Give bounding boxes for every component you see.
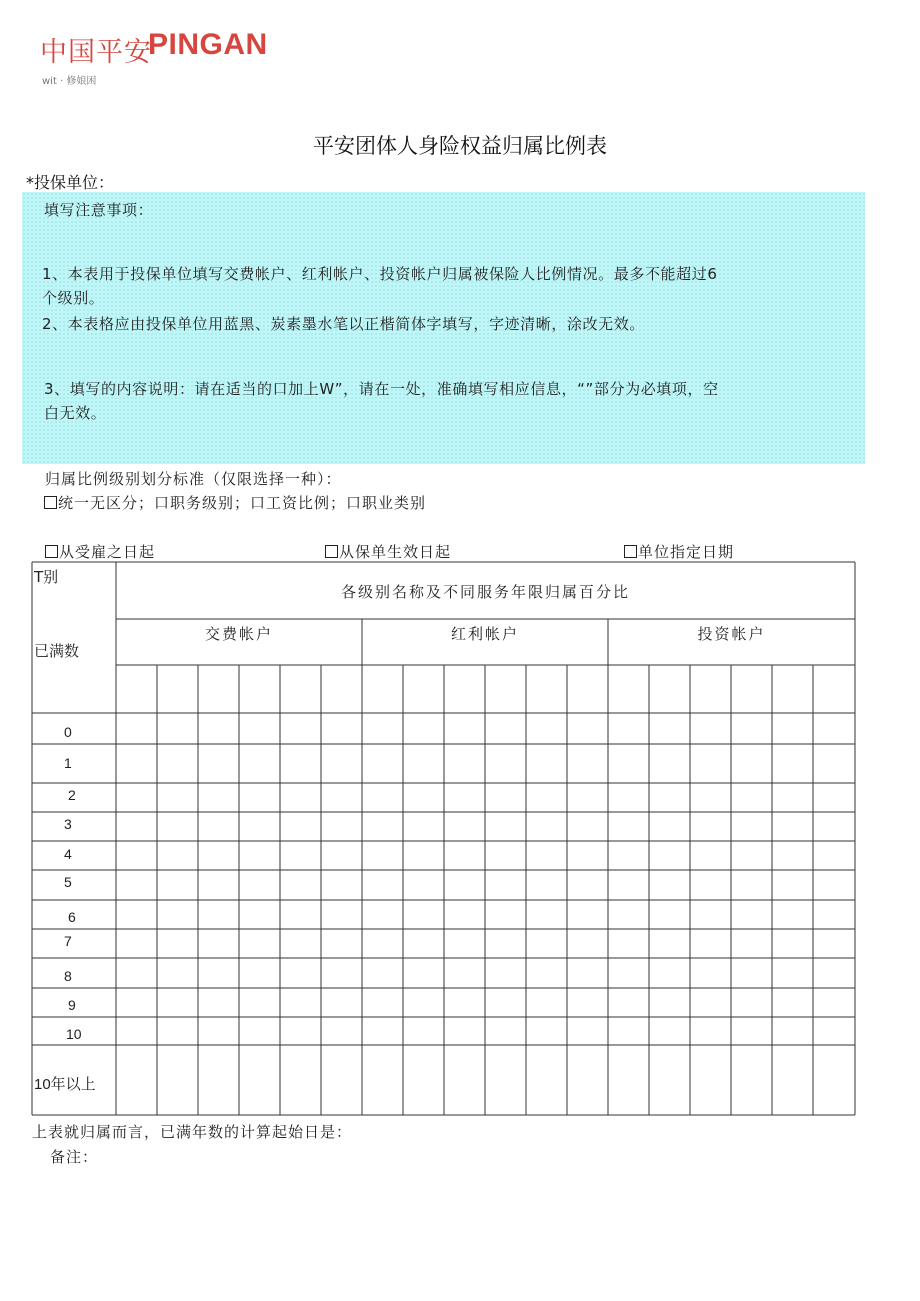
row-label-10-plus: 10年以上 bbox=[34, 1076, 96, 1093]
account-header-contribution: 交费帐户 bbox=[204, 625, 273, 643]
level-criteria-options-text: 统一无区分；口职务级别；口工资比例；口职业类别 bbox=[58, 494, 427, 512]
row-label-4: 4 bbox=[64, 846, 72, 862]
account-header-dividend: 红利帐户 bbox=[450, 625, 519, 643]
option-from-employment-label: 从受雇之日起 bbox=[59, 543, 156, 561]
notice-item-3-cont: 白无效。 bbox=[44, 404, 107, 422]
row-label-9: 9 bbox=[68, 997, 76, 1013]
row-label-0: 0 bbox=[64, 724, 72, 740]
row-label-3: 3 bbox=[64, 816, 72, 832]
notice-heading: 填写注意事项： bbox=[44, 201, 154, 219]
table-corner-bottom: 已满数 bbox=[34, 642, 80, 660]
notice-item-3: 3、填写的内容说明：请在适当的口加上W”，请在一处，准确填写相应信息，“”部分为必填项，空 bbox=[44, 380, 719, 398]
table-corner-top: T别 bbox=[34, 568, 59, 586]
row-label-5: 5 bbox=[64, 874, 72, 890]
account-header-investment: 投资帐户 bbox=[697, 625, 766, 643]
document-title: 平安团体人身险权益归属比例表 bbox=[313, 134, 607, 158]
row-label-7: 7 bbox=[64, 933, 72, 949]
notice-item-1: 1、本表用于投保单位填写交费帐户、红利帐户、投资帐户归属被保险人比例情况。最多不能超过6 bbox=[42, 265, 718, 283]
row-label-2: 2 bbox=[68, 787, 76, 803]
level-criteria-label: 归属比例级别划分标准（仅限选择一种）： bbox=[45, 470, 342, 488]
notice-item-1-cont: 个级别。 bbox=[42, 289, 105, 307]
row-label-8: 8 bbox=[64, 968, 72, 984]
logo-en: PINGAN bbox=[148, 28, 268, 61]
insured-unit-label: *投保单位： bbox=[26, 173, 115, 192]
logo-cn: 中国平安 bbox=[40, 37, 152, 68]
row-label-6: 6 bbox=[68, 909, 76, 925]
start-date-note: 上表就归属而言，已满年数的计算起始日是： bbox=[32, 1123, 353, 1141]
option-unit-specified-date-label: 单位指定日期 bbox=[638, 543, 735, 561]
row-label-10: 10 bbox=[66, 1026, 82, 1042]
logo-subtitle: wit · 修娘困 bbox=[42, 76, 97, 87]
notice-item-2: 2、本表格应由投保单位用蓝黑、炭素墨水笔以正楷简体字填写，字迹清晰，涂改无效。 bbox=[42, 315, 645, 333]
remarks-label: 备注： bbox=[50, 1148, 99, 1166]
table-main-header: 各级别名称及不同服务年限归属百分比 bbox=[340, 583, 630, 601]
row-label-1: 1 bbox=[64, 755, 72, 771]
option-from-policy-effective-label: 从保单生效日起 bbox=[339, 543, 452, 561]
